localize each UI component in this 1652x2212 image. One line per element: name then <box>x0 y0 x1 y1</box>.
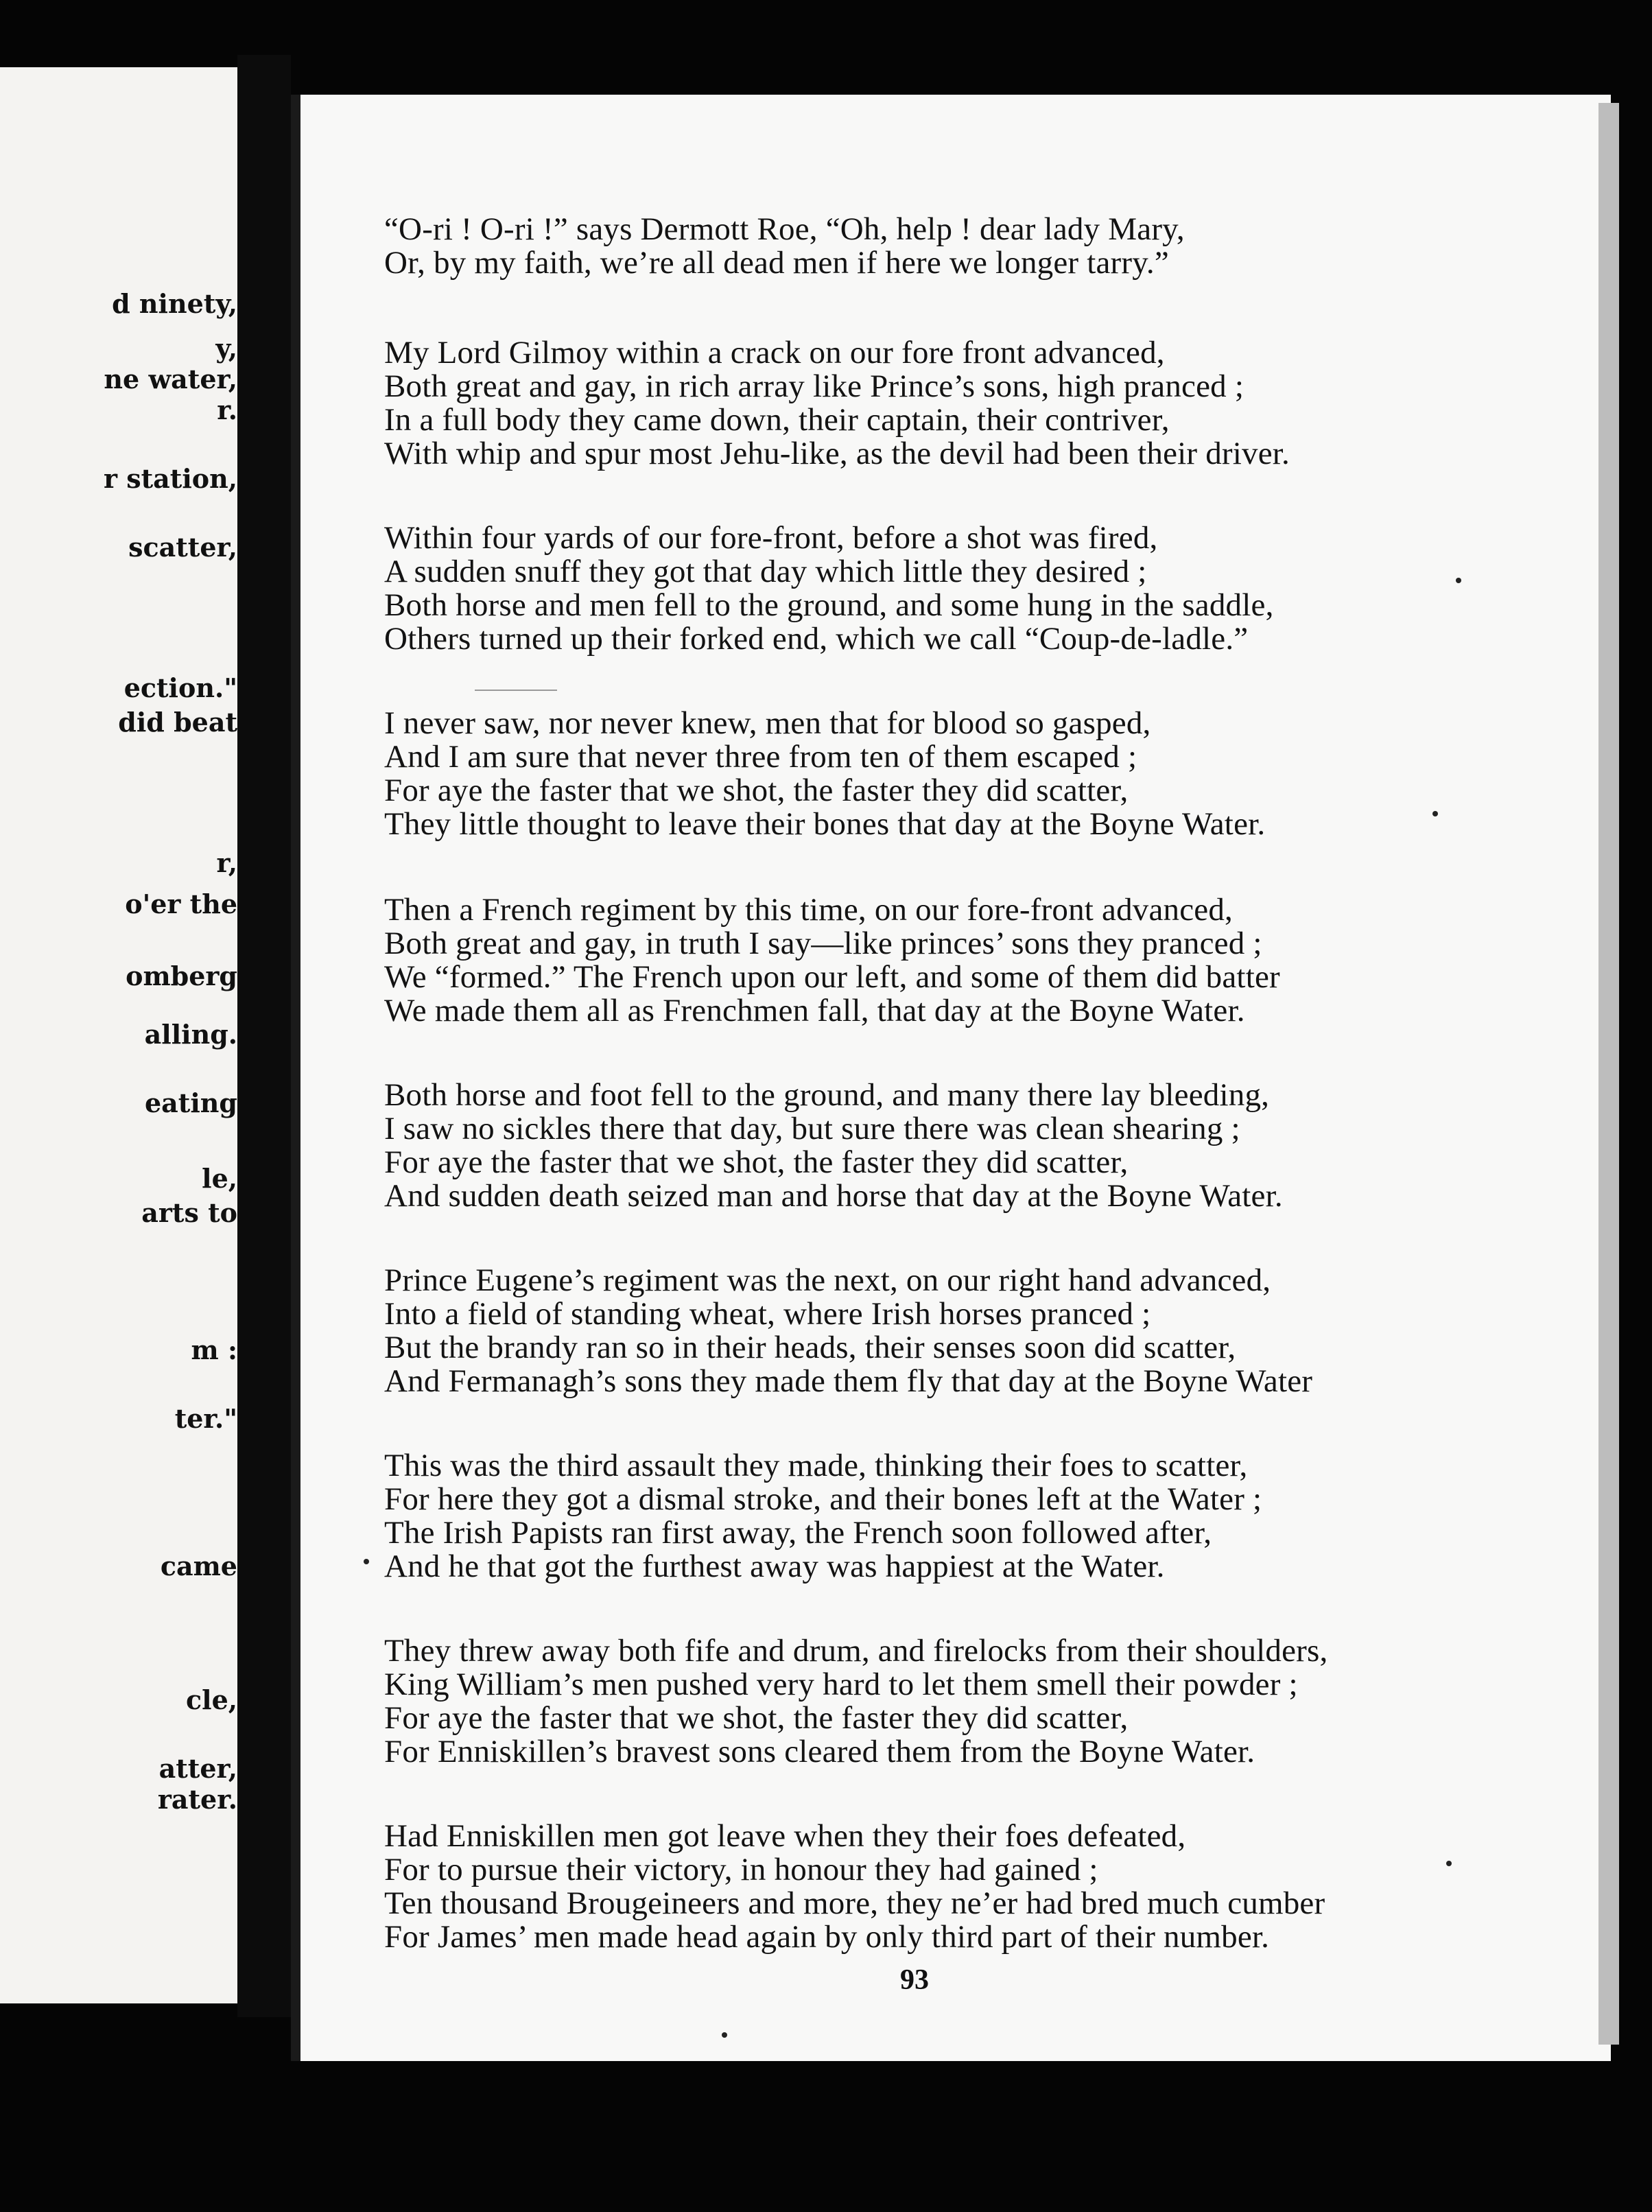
verse-line: But the brandy ran so in their heads, their senses soon did scatter, <box>384 1330 1236 1365</box>
stanza <box>384 1820 1325 1954</box>
left-page-line: eating <box>145 1087 237 1118</box>
book-gutter <box>237 55 291 2017</box>
verse-line: Others turned up their forked end, which we call “Coup-de-ladle.” <box>384 621 1249 657</box>
verse-line: Both horse and men fell to the ground, and some hung in the saddle, <box>384 587 1274 623</box>
page-edge <box>1598 103 1619 2045</box>
ink-speck <box>722 2032 727 2038</box>
verse-line: A sudden snuff they got that day which little they desired ; <box>384 554 1147 589</box>
left-page-line: ter." <box>174 1403 237 1434</box>
left-page-line: rater. <box>157 1784 237 1815</box>
verse-line: Within four yards of our fore-front, before a shot was fired, <box>384 520 1158 556</box>
ink-speck <box>364 1559 369 1564</box>
verse-line: For aye the faster that we shot, the faster they did scatter, <box>384 1700 1129 1736</box>
verse-line: With whip and spur most Jehu-like, as the devil had been their driver. <box>384 436 1290 471</box>
verse-line: And Fermanagh’s sons they made them fly that day at the Boyne Water <box>384 1363 1313 1399</box>
verse-line: Ten thousand Brougeineers and more, they ne’er had bred much cumber <box>384 1885 1325 1921</box>
verse-line: Prince Eugene’s regiment was the next, on our right hand advanced, <box>384 1262 1271 1298</box>
left-page-line: did beat <box>118 707 237 738</box>
verse-line: Or, by my faith, we’re all dead men if here we longer tarry.” <box>384 245 1169 281</box>
stanza <box>384 213 1185 280</box>
verse-line: For to pursue their victory, in honour they had gained ; <box>384 1852 1098 1887</box>
verse-line: Both great and gay, in rich array like Prince’s sons, high pranced ; <box>384 368 1244 404</box>
verse-line: For here they got a dismal stroke, and their bones left at the Water ; <box>384 1481 1262 1517</box>
stanza <box>384 1449 1262 1584</box>
left-page-line: came <box>160 1551 237 1581</box>
left-page-line: scatter, <box>128 532 237 563</box>
stanza <box>384 521 1274 656</box>
ink-speck <box>1446 1861 1452 1866</box>
left-page-line: r, <box>216 847 237 878</box>
left-page-line: ection." <box>123 672 237 703</box>
stanza <box>384 336 1290 471</box>
verse-line: And sudden death seized man and horse that day at the Boyne Water. <box>384 1178 1283 1214</box>
left-page-line: arts to <box>141 1197 237 1228</box>
stanza <box>384 893 1280 1028</box>
left-page-line: le, <box>202 1163 237 1194</box>
verse-line: For aye the faster that we shot, the faster they did scatter, <box>384 1144 1129 1180</box>
left-page-line: m : <box>191 1334 237 1365</box>
verse-line: My Lord Gilmoy within a crack on our fore front advanced, <box>384 335 1165 370</box>
verse-line: Had Enniskillen men got leave when they their foes defeated, <box>384 1818 1186 1854</box>
verse-line: Both great and gay, in truth I say—like princes’ sons they pranced ; <box>384 926 1262 961</box>
left-page-line: alling. <box>144 1019 237 1050</box>
verse-line: For Enniskillen’s bravest sons cleared them from the Boyne Water. <box>384 1734 1255 1769</box>
verse-line: “O-ri ! O-ri !” says Dermott Roe, “Oh, help ! dear lady Mary, <box>384 211 1185 247</box>
page-number: 93 <box>900 1964 929 1996</box>
left-page-line: r. <box>217 395 237 425</box>
stanza-divider <box>475 690 557 691</box>
stanza <box>384 1634 1328 1769</box>
verse-line: For aye the faster that we shot, the faster they did scatter, <box>384 773 1129 808</box>
verse-line: And I am sure that never three from ten of them escaped ; <box>384 739 1137 775</box>
left-page-line: omberg <box>126 961 237 991</box>
verse-line: For James’ men made head again by only third part of their number. <box>384 1919 1270 1955</box>
verse-line: King William’s men pushed very hard to let them smell their powder ; <box>384 1667 1298 1702</box>
stanza <box>384 707 1265 841</box>
verse-line: Then a French regiment by this time, on our fore-front advanced, <box>384 892 1234 928</box>
ink-speck <box>1432 811 1438 816</box>
verse-line: I saw no sickles there that day, but sure there was clean shearing ; <box>384 1111 1240 1146</box>
verse-line: They little thought to leave their bones that day at the Boyne Water. <box>384 806 1266 842</box>
left-page-line: r station, <box>103 463 237 494</box>
stanza <box>384 1079 1283 1213</box>
verse-line: We “formed.” The French upon our left, and some of them did batter <box>384 959 1280 995</box>
verse-line: Into a field of standing wheat, where Irish horses pranced ; <box>384 1296 1151 1332</box>
stanza <box>384 1264 1312 1398</box>
verse-line: They threw away both fife and drum, and firelocks from their shoulders, <box>384 1633 1328 1669</box>
left-page-line: o'er the <box>125 889 237 919</box>
left-page-line: cle, <box>186 1684 237 1715</box>
verse-line: In a full body they came down, their captain, their contriver, <box>384 402 1170 438</box>
verse-line: This was the third assault they made, thinking their foes to scatter, <box>384 1448 1248 1483</box>
left-page <box>0 67 239 2003</box>
verse-line: And he that got the furthest away was happiest at the Water. <box>384 1549 1165 1584</box>
verse-line: I never saw, nor never knew, men that for blood so gasped, <box>384 705 1151 741</box>
verse-line: Both horse and foot fell to the ground, and many there lay bleeding, <box>384 1077 1270 1113</box>
verse-line: We made them all as Frenchmen fall, that day at the Boyne Water. <box>384 993 1245 1028</box>
left-page-line: y, <box>215 333 237 364</box>
left-page-line: atter, <box>158 1753 237 1784</box>
left-page-line: ne water, <box>104 364 237 395</box>
verse-line: The Irish Papists ran first away, the French soon followed after, <box>384 1515 1212 1551</box>
left-page-line: d ninety, <box>112 288 237 319</box>
ink-speck <box>1456 578 1461 583</box>
